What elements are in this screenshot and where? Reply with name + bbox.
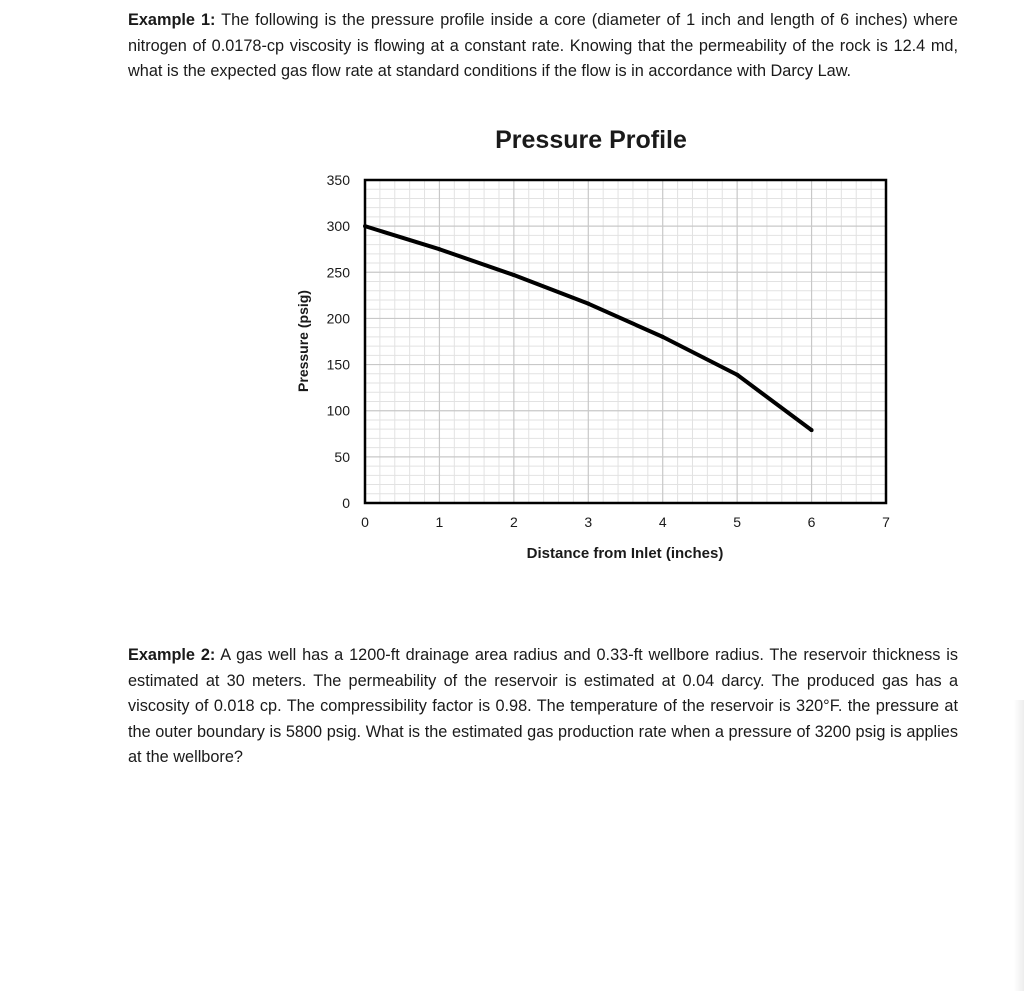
chart-title: Pressure Profile — [495, 126, 687, 154]
y-tick-label: 150 — [326, 356, 350, 373]
series-point — [512, 273, 516, 277]
series-point — [586, 302, 590, 306]
example-1-paragraph — [128, 8, 958, 85]
x-tick-label: 0 — [361, 514, 369, 530]
minor-gridlines — [365, 180, 886, 503]
series-point — [363, 224, 367, 228]
example-1-label: Example 1: — [128, 11, 216, 29]
x-axis-label: Distance from Inlet (inches) — [526, 545, 724, 562]
example-2-paragraph — [128, 643, 958, 771]
y-axis-label: Pressure (psig) — [295, 290, 311, 392]
y-tick-label: 100 — [326, 402, 350, 419]
x-tick-label: 3 — [584, 514, 593, 530]
page-edge-shadow — [1014, 700, 1024, 991]
x-tick-label: 4 — [658, 514, 667, 530]
y-tick-label: 250 — [326, 264, 350, 281]
pressure-profile-chart — [280, 115, 920, 575]
y-tick-label: 200 — [326, 310, 350, 327]
y-tick-labels — [327, 172, 351, 511]
y-tick-label: 0 — [342, 495, 350, 511]
series-point — [810, 428, 814, 432]
y-tick-label: 50 — [334, 448, 350, 465]
x-tick-label: 7 — [882, 514, 890, 530]
major-gridlines — [365, 180, 886, 503]
series-point — [437, 247, 441, 251]
x-tick-labels — [361, 514, 890, 530]
example-2-label: Example 2: — [128, 646, 216, 664]
series-point — [735, 373, 739, 377]
y-tick-label: 300 — [326, 218, 350, 235]
x-tick-label: 2 — [509, 514, 518, 530]
x-tick-label: 5 — [733, 514, 742, 530]
series-point — [661, 335, 665, 339]
x-tick-label: 6 — [807, 514, 816, 530]
example-2-text: A gas well has a 1200-ft drainage area radius and 0.33-ft wellbore radius. The reservoir thickness is estimated at 30 meters. The permeability of the reservoir is estimated at 0.04 darcy. The produced gas has a viscosity of 0.018 cp. The compressibility factor is 0.98. The temperature of the reservoir is 320°F. the pressure at the outer boundary is 5800 psig. What is the estimated gas production rate when a pressure of 3200 psig is applies at the wellbore? — [128, 646, 958, 766]
plot-area-frame — [365, 180, 886, 503]
example-1-text: The following is the pressure profile inside a core (diameter of 1 inch and length of 6 inches) where nitrogen of 0.0178-cp viscosity is flowing at a constant rate. Knowing that the permeability of the rock is 12.4 md, what is the expected gas flow rate at standard conditions if the flow is in accordance with Darcy Law. — [128, 11, 958, 80]
y-tick-label: 350 — [326, 172, 350, 188]
x-tick-label: 1 — [435, 514, 444, 530]
